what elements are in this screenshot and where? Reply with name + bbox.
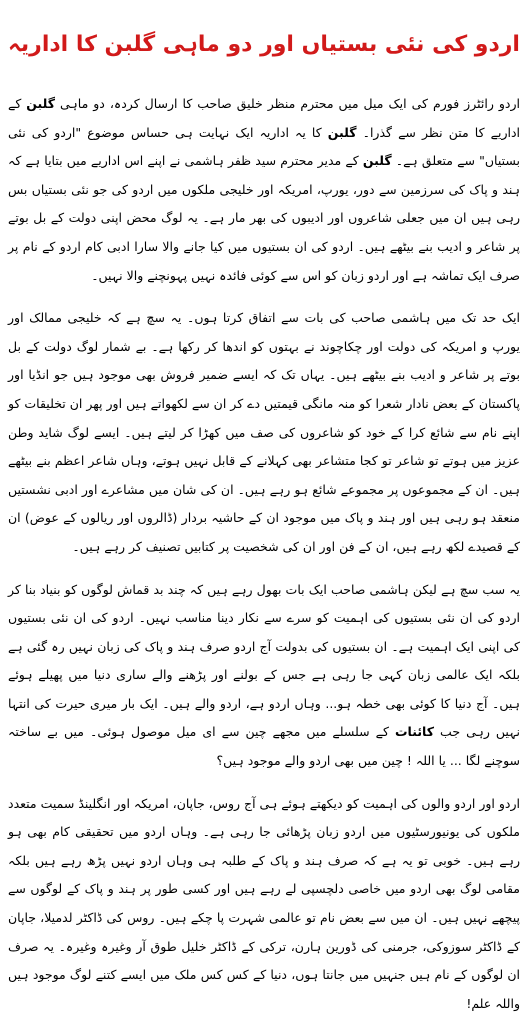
paragraph-text: کے اداریے کا متن نظر سے گذرا۔ [8,96,520,140]
paragraph-text: ایک حد تک میں ہاشمی صاحب کی بات سے اتفاق کرتا ہوں۔ یہ سچ ہے کہ خلیجی ممالک اور یورپ و امریکہ کی دولت اور چکاچوند نے بہتوں کو اندھا کر رکھا ہے۔ بے شمار لوگ دولت کے بل بوتے پر شاعر و ادیب بنے بیٹھے ہیں۔ یہاں تک کہ ایسے ضمیر فروش بھی موجود ہیں جو انڈیا اور پاکستان کے بعض نادار شعرا کو منہ مانگی قیمتیں دے کر ان سے لکھواتے ہیں اور پھر ان تخلیقات کو اپنے نام سے شائع کرا کے خود کو شاعروں کی صف میں کھڑا کر لیتے ہیں۔ ایسے لوگ شاید وطن عزیز میں ہوتے تو شاعر تو کجا متشاعر بھی کہلانے کے قابل نہیں ہوتے، وہاں شاعر اعظم بنے بیٹھے ہیں۔ ان کے مجموعوں پر مجموعے شائع ہو رہے ہیں۔ ان کی شان میں مشاعرے اور ادبی نشستیں منعقد ہو رہی ہیں اور ہند و پاک میں موجود ان کے حاشیہ بردار (ڈالروں اور ریالوں کے عوض) ان کے قصیدے لکھ رہے ہیں، ان کے فن اور ان کی شخصیت پر کتابیں تصنیف کر رہے ہیں۔ [8,310,520,554]
highlighted-term: گلبن [26,96,56,111]
paragraph-text: کے سلسلے میں مجھے چین سے ای میل موصول ہوئی۔ میں بے ساختہ سوچنے لگا ... یا اللہ ! چین میں بھی اردو والے موجود ہیں؟ [8,724,520,769]
highlighted-term: گلبن [327,124,357,140]
paragraph [8,576,520,776]
article-body [8,90,520,1018]
paragraph-text: کا یہ اداریہ ایک نہایت ہی حساس موضوع "اردو کی نئی بستیاں" سے متعلق ہے۔ [8,124,521,169]
highlighted-term: کائنات [395,724,435,740]
paragraph-text: کے مدیر محترم سید ظفر ہاشمی نے اپنے اس اداریے میں بتایا ہے کہ ہند و پاک کی سرزمین سے دور، یورپ، امریکہ اور خلیجی ملکوں میں اردو کی جو نئی بستیاں بس رہی ہیں ان میں جعلی شاعروں اور ادیبوں کی بھر مار ہے۔ یہ لوگ محض اپنی دولت کے بل بوتے پر شاعر و ادیب بنے بیٹھے ہیں۔ اردو کی ان بستیوں میں کیا جانے والا سارا ادبی کام اردو کے نام پر صرف ایک تماشہ ہے اور اردو زبان کو اس سے کوئی فائدہ نہیں پہونچنے والا نہیں۔ [8,153,520,283]
page-title: اردو کی نئی بستیاں اور دو ماہی گلبن کا اداریہ [8,32,520,57]
paragraph [8,304,520,561]
highlighted-term: گلبن [362,153,392,169]
paragraph-text: یہ سب سچ ہے لیکن ہاشمی صاحب ایک بات بھول رہے ہیں کہ چند بد قماش لوگوں کو بنیاد بنا کر اردو کی ان نئی بستیوں کی اہمیت کو سرے سے نکار دینا مناسب نہیں۔ اردو کی ان نئی بستیوں کی اپنی ایک اہمیت ہے۔ ان بستیوں کی بدولت آج اردو صرف ہند و پاک کی زبان نہیں رہ گئی ہے بلکہ ایک عالمی زبان کہی جا رہی ہے جس کے بولنے اور پڑھنے والے ساری دنیا میں پھیلے ہوئے ہیں۔ آج دنیا کا کوئی بھی خطہ ہو... وہاں اردو ہے، اردو والے ہیں۔ ایک بار میری حیرت کی انتہا نہیں رہی جب [8,581,520,740]
paragraph-text: اردو اور اردو والوں کی اہمیت کو دیکھتے ہوئے ہی آج روس، جاپان، امریکہ اور انگلینڈ سمیت متعدد ملکوں کی یونیورسٹیوں میں اردو زبان پڑھائی جا رہی ہے۔ وہاں اردو میں تحقیقی کام بھی ہو رہے ہیں۔ خوبی تو یہ ہے کہ صرف ہند و پاک کے طلبہ ہی وہاں اردو نہیں پڑھ رہے ہیں بلکہ مقامی لوگ بھی اردو میں خاصی دلچسپی لے رہے ہیں اور کسی طور پر ہند و پاک کے لوگوں سے پیچھے نہیں ہیں۔ ان میں سے بعض نام تو عالمی شہرت پا چکے ہیں۔ روس کی ڈاکٹر لدمیلا، جاپان کے ڈاکٹر سوزوکی، جرمنی کی ڈورین ہارن، ترکی کے ڈاکٹر خلیل طوق آر وغیرہ وغیرہ۔ یہ صرف ان لوگوں کے نام ہیں جنہیں میں جانتا ہوں، دنیا کے کس کس ملک میں ایسے کتنے لوگ موجود ہیں واللہ علم! [8,795,520,1011]
paragraph-text: اردو رائٹرز فورم کی ایک میل میں محترم منظر خلیق صاحب کا ارسال کردہ، دو ماہی [55,96,520,111]
paragraph [8,790,520,1018]
paragraph [8,90,520,290]
